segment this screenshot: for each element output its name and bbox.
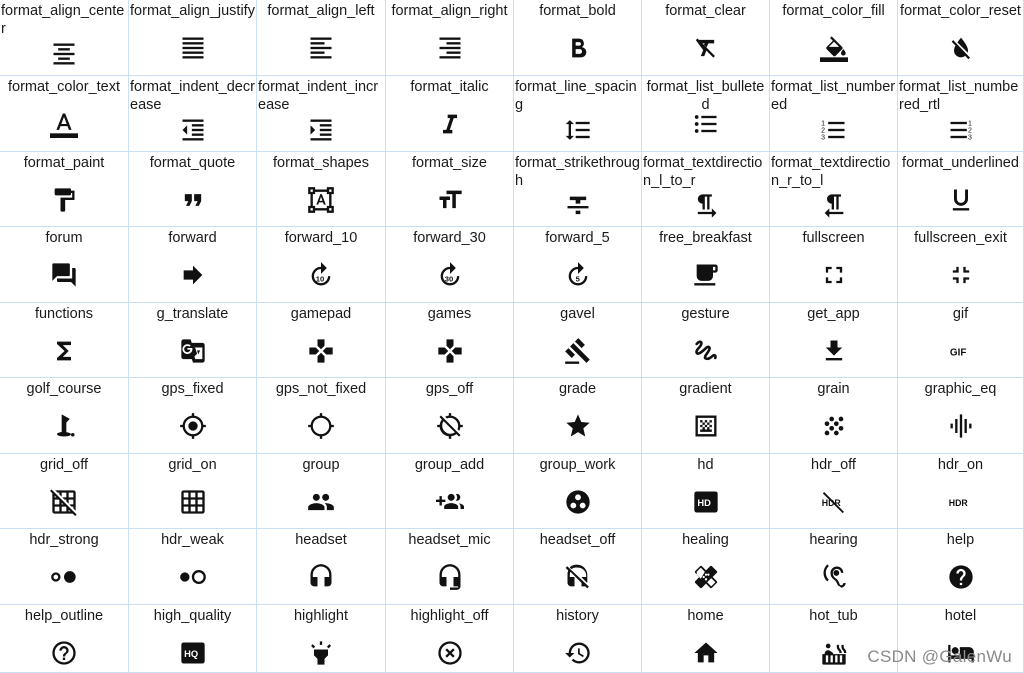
format-shapes-icon (307, 186, 335, 214)
format-list-numbered-rtl-icon (947, 116, 975, 144)
format-clear-icon (692, 34, 720, 62)
icon-tile (514, 529, 642, 605)
icon-label: healing (682, 532, 729, 548)
svg-text:HD: HD (696, 498, 711, 509)
svg-text:HDR: HDR (821, 498, 841, 509)
icon-label: grain (817, 381, 850, 397)
icon-tile (386, 152, 514, 227)
icon-label: headset_off (539, 532, 616, 548)
icon-tile (386, 605, 514, 673)
icon-label: headset_mic (408, 532, 491, 548)
icon-tile (257, 605, 386, 673)
grid-off-icon (50, 488, 78, 516)
icon-label: gps_off (425, 381, 474, 397)
hot-tub-icon (820, 639, 848, 667)
icon-tile (0, 76, 129, 152)
watermark: CSDN @GalenWu (867, 647, 1012, 666)
icon-tile (129, 529, 257, 605)
format-list-numbered-icon (820, 116, 848, 144)
icon-tile (770, 0, 898, 76)
icon-tile (386, 227, 514, 303)
icon-label: forward_30 (413, 230, 486, 246)
g-translate-icon (179, 337, 207, 365)
golf-course-icon (50, 412, 78, 440)
fullscreen-exit-icon (947, 261, 975, 289)
forward-30-icon (436, 261, 464, 289)
icon-label: hd (697, 457, 714, 473)
icon-tile (129, 227, 257, 303)
icon-label: hot_tub (809, 608, 858, 624)
format-strikethrough-icon (564, 192, 592, 220)
grid-on-icon (179, 488, 207, 516)
icon-label: games (427, 306, 472, 322)
icon-label: hdr_on (937, 457, 984, 473)
icon-tile (514, 378, 642, 454)
icon-label: highlight_off (410, 608, 489, 624)
svg-text:1: 1 (820, 120, 825, 128)
icon-tile (386, 303, 514, 378)
format-bold-icon (564, 34, 592, 62)
icon-label: group (302, 457, 340, 473)
icon-tile (257, 454, 386, 529)
icon-tile (642, 605, 770, 673)
icon-tile (898, 303, 1024, 378)
hdr-weak-icon (179, 563, 207, 591)
format-color-fill-icon (820, 34, 848, 62)
format-indent-increase-icon (307, 116, 335, 144)
icon-label: home (687, 608, 724, 624)
icon-tile (386, 378, 514, 454)
icon-label: format_line_spacing (515, 79, 637, 113)
icon-tile (0, 378, 129, 454)
icon-tile (514, 303, 642, 378)
icon-label: hdr_weak (161, 532, 224, 548)
icon-tile (898, 76, 1024, 152)
functions-icon (50, 337, 78, 365)
icon-tile (514, 454, 642, 529)
highlight-off-icon (436, 639, 464, 667)
svg-text:30: 30 (444, 274, 453, 284)
hdr-off-icon (820, 488, 848, 516)
icon-label: format_shapes (273, 155, 369, 171)
icon-label: gps_fixed (161, 381, 224, 397)
svg-text:5: 5 (575, 274, 580, 284)
grade-icon (564, 412, 592, 440)
hd-icon (692, 488, 720, 516)
format-color-text-icon (50, 110, 78, 138)
svg-text:3: 3 (820, 134, 825, 142)
icon-tile (642, 76, 770, 152)
icon-label: hdr_strong (29, 532, 99, 548)
svg-text:2: 2 (820, 127, 825, 135)
icon-tile (770, 76, 898, 152)
icon-tile (386, 0, 514, 76)
hdr-on-icon (947, 488, 975, 516)
icon-tile (257, 152, 386, 227)
icon-label: format_color_fill (782, 3, 885, 19)
icon-tile (257, 529, 386, 605)
svg-text:HDR: HDR (948, 498, 968, 509)
svg-text:3: 3 (967, 134, 972, 142)
icon-tile (386, 529, 514, 605)
format-textdirection-r-to-l-icon (820, 192, 848, 220)
format-color-reset-icon (947, 34, 975, 62)
icon-label: format_textdirection_r_to_l (771, 155, 891, 189)
format-quote-icon (179, 186, 207, 214)
icon-tile (514, 605, 642, 673)
icon-label: highlight (293, 608, 348, 624)
icon-label: grade (558, 381, 597, 397)
icon-tile (898, 378, 1024, 454)
icon-tile (129, 76, 257, 152)
headset-off-icon (564, 563, 592, 591)
icon-label: gif (952, 306, 969, 322)
icon-label: forward_10 (284, 230, 358, 246)
icon-label: format_list_numbered_rtl (899, 79, 1019, 113)
icon-label: history (556, 608, 599, 624)
icon-label: help_outline (24, 608, 104, 624)
icon-label: format_align_center (1, 3, 125, 37)
icon-label: format_clear (665, 3, 746, 19)
forward-5-icon (564, 261, 592, 289)
fullscreen-icon (820, 261, 848, 289)
icon-label: forum (45, 230, 83, 246)
icon-label: g_translate (156, 306, 229, 322)
icon-label: format_list_bulleted (646, 79, 765, 113)
icon-tile (0, 529, 129, 605)
highlight-icon (307, 639, 335, 667)
format-textdirection-l-to-r-icon (692, 192, 720, 220)
icon-label: gesture (681, 306, 730, 322)
icon-label: grid_on (168, 457, 217, 473)
icon-label: free_breakfast (659, 230, 752, 246)
gps-fixed-icon (179, 412, 207, 440)
icon-tile (129, 303, 257, 378)
icon-label: format_color_text (7, 79, 121, 95)
gesture-icon (692, 337, 720, 365)
icon-label: forward (168, 230, 217, 246)
icon-label: format_italic (410, 79, 489, 95)
gps-off-icon (436, 412, 464, 440)
icon-label: format_indent_decrease (130, 79, 255, 113)
help-icon (947, 563, 975, 591)
icon-label: format_textdirection_l_to_r (643, 155, 763, 189)
forward-icon (179, 261, 207, 289)
icon-tile (514, 152, 642, 227)
icon-tile (514, 76, 642, 152)
gradient-icon (692, 412, 720, 440)
icon-tile (257, 378, 386, 454)
format-italic-icon (436, 110, 464, 138)
icon-tile (129, 454, 257, 529)
icon-tile (0, 303, 129, 378)
format-indent-decrease-icon (179, 116, 207, 144)
icon-tile (129, 152, 257, 227)
icon-tile (257, 303, 386, 378)
gif-icon (947, 337, 975, 365)
icon-label: gps_not_fixed (275, 381, 367, 397)
history-icon (564, 639, 592, 667)
svg-text:10: 10 (315, 274, 325, 284)
hearing-icon (820, 563, 848, 591)
icon-label: format_indent_increase (258, 79, 379, 113)
icon-tile (0, 152, 129, 227)
icon-tile (386, 76, 514, 152)
icon-label: format_align_left (267, 3, 375, 19)
gavel-icon (564, 337, 592, 365)
icon-tile (642, 227, 770, 303)
icon-tile (642, 303, 770, 378)
icon-label: help (946, 532, 975, 548)
icon-label: format_align_right (391, 3, 508, 19)
healing-icon (692, 563, 720, 591)
icon-label: format_color_reset (900, 3, 1021, 19)
group-add-icon (436, 488, 464, 516)
icon-label: format_underlined (902, 155, 1019, 171)
icon-tile (514, 227, 642, 303)
icon-tile (898, 152, 1024, 227)
icon-label: forward_5 (545, 230, 610, 246)
headset-icon (307, 563, 335, 591)
icon-label: fullscreen (802, 230, 865, 246)
format-size-icon (436, 186, 464, 214)
icon-tile (129, 378, 257, 454)
forum-icon (50, 261, 78, 289)
format-align-justify-icon (179, 34, 207, 62)
icon-label: gamepad (290, 306, 352, 322)
format-list-bulleted-icon (692, 110, 720, 138)
icon-label: headset (295, 532, 347, 548)
icon-label: format_strikethrough (515, 155, 640, 189)
svg-text:2: 2 (967, 127, 972, 135)
group-icon (307, 488, 335, 516)
icon-label: hdr_off (811, 457, 856, 473)
format-paint-icon (50, 186, 78, 214)
icon-label: fullscreen_exit (914, 230, 1007, 246)
icon-tile (642, 529, 770, 605)
format-align-right-icon (436, 34, 464, 62)
icon-tile (0, 605, 129, 673)
format-line-spacing-icon (564, 116, 592, 144)
icon-tile (0, 0, 129, 76)
icon-label: format_list_numbered (771, 79, 896, 113)
free-breakfast-icon (692, 261, 720, 289)
icon-tile (257, 0, 386, 76)
icon-label: grid_off (39, 457, 89, 473)
icon-label: functions (34, 306, 94, 322)
gamepad-icon (307, 337, 335, 365)
icon-label: format_align_justify (130, 3, 255, 19)
icon-tile (386, 454, 514, 529)
icon-label: format_paint (23, 155, 105, 171)
icon-tile (770, 303, 898, 378)
icon-tile (129, 0, 257, 76)
high-quality-icon (179, 639, 207, 667)
icon-tile (642, 378, 770, 454)
icon-label: gavel (560, 306, 595, 322)
icon-tile (257, 76, 386, 152)
icon-label: gradient (679, 381, 732, 397)
icon-tile (0, 227, 129, 303)
format-align-left-icon (307, 34, 335, 62)
icon-label: golf_course (26, 381, 102, 397)
icon-tile (898, 0, 1024, 76)
icon-tile (257, 227, 386, 303)
grain-icon (820, 412, 848, 440)
svg-text:1: 1 (967, 120, 972, 128)
get-app-icon (820, 337, 848, 365)
icon-tile (129, 605, 257, 673)
icon-tile (898, 529, 1024, 605)
icon-label: hearing (809, 532, 858, 548)
icon-label: format_quote (149, 155, 236, 171)
icon-tile (770, 227, 898, 303)
home-icon (692, 639, 720, 667)
icon-label: format_size (412, 155, 487, 171)
svg-text:HQ: HQ (183, 649, 198, 660)
icon-tile (642, 152, 770, 227)
help-outline-icon (50, 639, 78, 667)
icon-tile (898, 454, 1024, 529)
group-work-icon (564, 488, 592, 516)
icon-tile (642, 454, 770, 529)
format-underlined-icon (947, 186, 975, 214)
icon-tile (770, 152, 898, 227)
icon-tile (0, 454, 129, 529)
games-icon (436, 337, 464, 365)
icon-tile (642, 0, 770, 76)
icon-label: group_work (539, 457, 616, 473)
icon-label: group_add (414, 457, 485, 473)
svg-text:GIF: GIF (949, 347, 966, 359)
icon-label: high_quality (153, 608, 232, 624)
icon-label: graphic_eq (924, 381, 997, 397)
icon-tile (770, 529, 898, 605)
icon-label: format_bold (539, 3, 616, 19)
icon-tile (770, 378, 898, 454)
icon-label: get_app (807, 306, 860, 322)
icon-tile (898, 227, 1024, 303)
graphic-eq-icon (947, 412, 975, 440)
icon-tile (514, 0, 642, 76)
gps-not-fixed-icon (307, 412, 335, 440)
format-align-center-icon (50, 40, 78, 68)
icon-label: hotel (944, 608, 977, 624)
forward-10-icon (307, 261, 335, 289)
headset-mic-icon (436, 563, 464, 591)
icon-tile (770, 454, 898, 529)
hdr-strong-icon (50, 563, 78, 591)
